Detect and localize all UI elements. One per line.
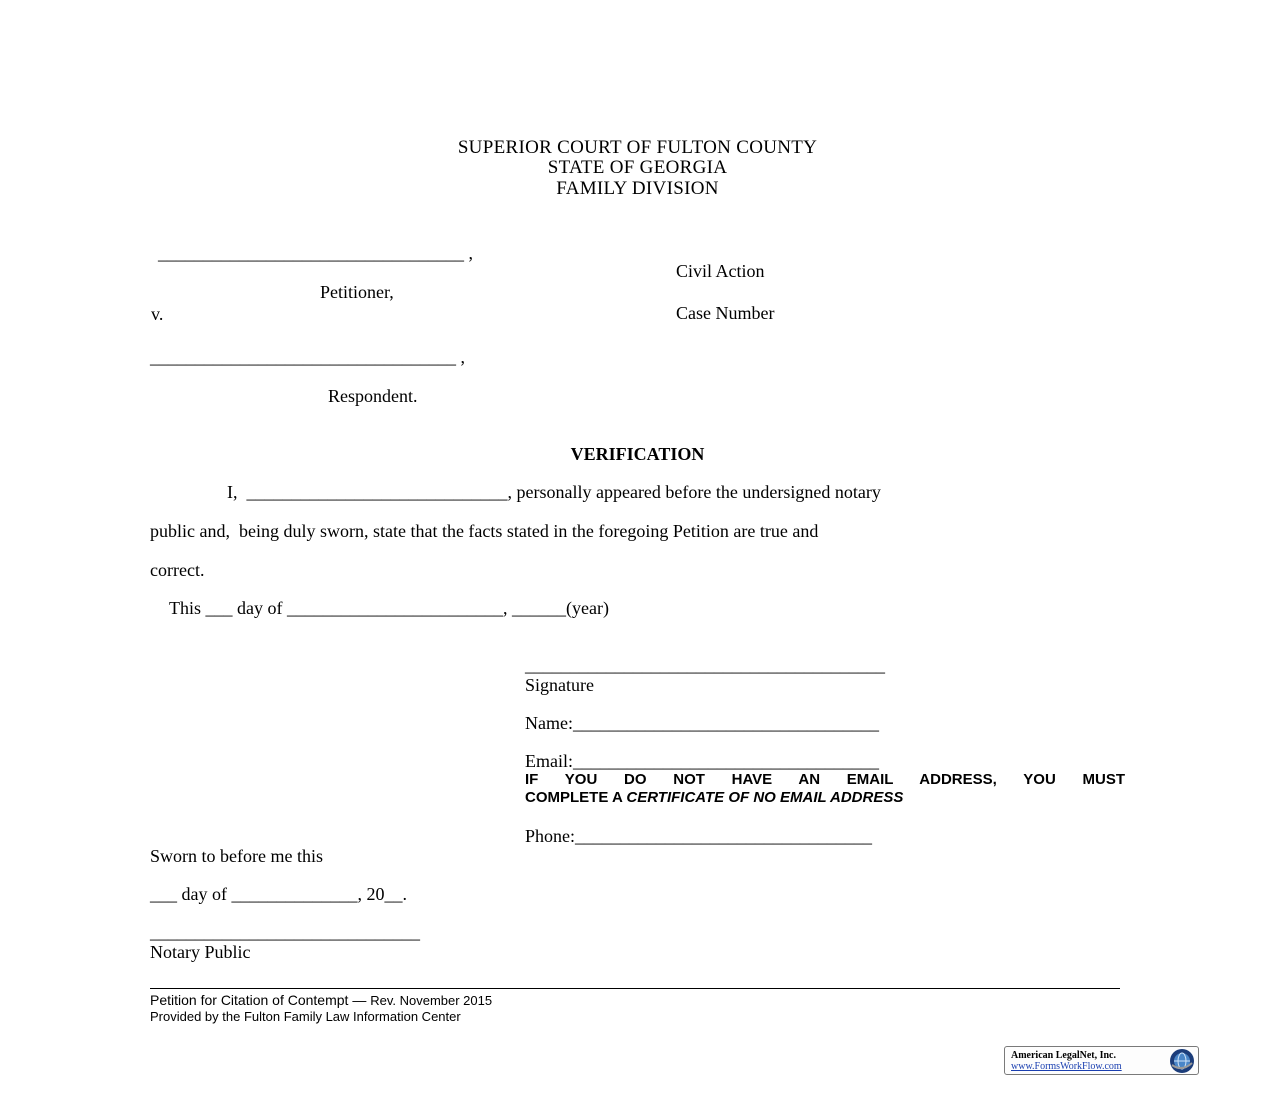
case-number-label: Case Number [676, 303, 775, 323]
footer-divider [150, 988, 1120, 989]
phone-field[interactable]: Phone:_________________________________ [525, 826, 873, 846]
date-line[interactable]: This ___ day of ________________________, ______(year) [169, 598, 609, 618]
email-warning-line-1: IF YOU DO NOT HAVE AN EMAIL ADDRESS, YOU MUST [525, 771, 1125, 788]
signature-label: Signature [525, 675, 594, 695]
verification-line-1[interactable]: I, _____________________________, personally appeared before the undersigned notary [227, 482, 881, 502]
petitioner-name-blank[interactable]: __________________________________ , [158, 243, 473, 263]
certificate-no-email-title: CERTIFICATE OF NO EMAIL ADDRESS [626, 789, 904, 806]
legalnet-badge[interactable] [1004, 1046, 1199, 1075]
respondent-name-blank[interactable]: __________________________________ , [150, 347, 465, 367]
email-warning-prefix: COMPLETE A [525, 789, 627, 806]
document-title: VERIFICATION [570, 444, 705, 464]
signature-rule[interactable]: ________________________________________ [525, 655, 885, 675]
respondent-label: Respondent. [328, 386, 418, 406]
versus-label: v. [151, 304, 164, 324]
sworn-statement: Sworn to before me this [150, 846, 323, 866]
civil-action-label: Civil Action [676, 261, 765, 281]
badge-company: American LegalNet, Inc. [1011, 1050, 1116, 1061]
footer-provider: Provided by the Fulton Family Law Information Center [150, 1009, 461, 1024]
notary-date-line[interactable]: ___ day of ______________, 20__. [150, 884, 407, 904]
footer-form-info [150, 992, 492, 1008]
notary-signature-rule[interactable]: ______________________________ [150, 922, 420, 942]
petitioner-label: Petitioner, [320, 282, 394, 302]
state-name: STATE OF GEORGIA [547, 157, 728, 178]
division-name: FAMILY DIVISION [556, 178, 719, 199]
email-field[interactable]: Email:__________________________________ [525, 751, 879, 771]
footer-dash: — [348, 992, 371, 1008]
globe-logo-icon [1169, 1048, 1195, 1074]
badge-url[interactable]: www.FormsWorkFlow.com [1011, 1061, 1122, 1072]
name-field[interactable]: Name:__________________________________ [525, 713, 879, 733]
court-name: SUPERIOR COURT OF FULTON COUNTY [457, 137, 818, 158]
verification-line-2: public and, being duly sworn, state that the facts stated in the foregoing Petition are true and [150, 521, 819, 541]
notary-public-label: Notary Public [150, 942, 251, 962]
footer-form-title: Petition for Citation of Contempt [150, 992, 349, 1008]
verification-line-3: correct. [150, 560, 205, 580]
footer-revision: Rev. November 2015 [370, 993, 493, 1008]
email-warning-line-2 [525, 789, 903, 806]
